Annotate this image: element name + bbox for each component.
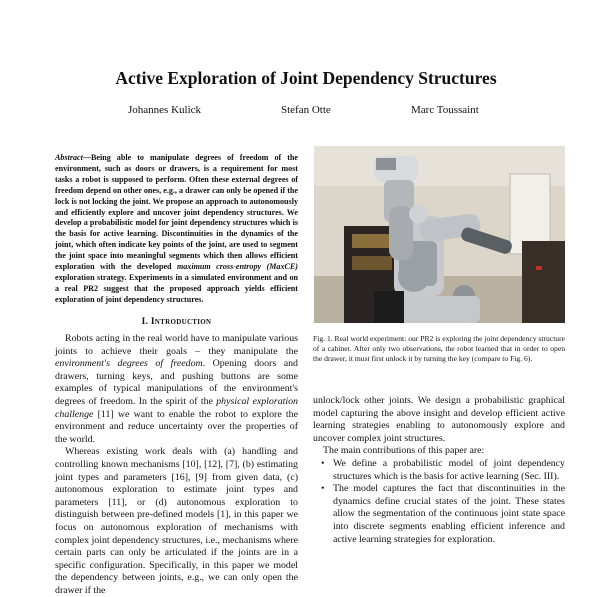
section-heading	[55, 317, 298, 327]
emphasis: physical exploration challenge	[55, 395, 298, 420]
abstract-text: Being able to manipulate degrees of freedom of the environment, such as doors or drawers, is a requirement for most tasks a robot is supposed to perform. Often these external degrees of freedom depend on other ones, e.g., a drawer can only be opened if the lock is not locking the joint. We propose an approach to autonomously and efficiently explore and uncover joint dependency structures. We develop a probabilistic model for joint dependency structures which is the basis for active learning. Discontinuities in the dynamics of the joint, which often indicate key points of the joint, are used to segment the joint space into meaningful segments which then allows efficient exploration with the developed	[55, 153, 298, 272]
list-item-text: We define a probabilistic model of joint dependency structures which is the basis for active learning (Sec. III).	[333, 457, 565, 482]
emphasis: environment's degrees of freedom	[55, 358, 203, 370]
abstract-text: exploration strategy. Experiments in a simulated environment and on a real PR2 suggest that the proposed approach yields efficient exploration of joint dependency structures.	[55, 272, 298, 304]
paragraph: The main contributions of this paper are:	[323, 445, 485, 457]
section-title: Introduction	[150, 317, 212, 327]
contributions-list	[313, 458, 565, 546]
abstract-term: maximum cross-entropy (MaxCE)	[176, 262, 298, 272]
author-name: Johannes Kulick	[128, 104, 202, 116]
bullet-icon: •	[321, 483, 325, 495]
section-number: I.	[141, 317, 149, 327]
introduction-body	[55, 333, 298, 597]
paragraph: unlock/lock other joints. We design a probabilistic graphical model capturing the above insight and develop efficient active learning strategies enabling to autonomously explore and uncover complex joint structures.	[313, 395, 565, 444]
text-run: [11] we want to enable the robot to explore the environment and reduce uncertainty over the properties of the world.	[55, 408, 298, 445]
author-name: Stefan Otte	[281, 104, 331, 116]
figure-caption: Fig. 1. Real world experiment: our PR2 is exploring the joint dependency structure of a cabinet. After only two observations, the robot learned that in order to open the drawer, it must first unlock it by turning the key (compare to Fig. 6).	[313, 334, 565, 364]
text-run: . Opening doors and drawers, turning keys, and pushing buttons are some examples of typical manipulations of the environment's degrees of freedom. In the spirit of the	[55, 358, 298, 407]
abstract-label: Abstract	[55, 153, 83, 162]
bullet-icon: •	[321, 457, 325, 469]
abstract	[55, 153, 298, 306]
text-run: Robots acting in the real world have to manipulate various joints to achieve their goals – they manipulate the	[55, 333, 298, 357]
column-2-body	[313, 395, 565, 546]
list-item	[313, 483, 565, 546]
paragraph: Whereas existing work deals with (a) handling and controlling known mechanisms [10], [12], [7], (b) estimating joint types and parameters [16], [9] from given data, (c) autonomous exploration to estimate joint types and parameters [11], or (d) autonomous exploration to distinguish between pre-defined models [1], in this paper we focus on autonomous exploration of mechanisms with complex joint dependency structures, i.e., mechanisms where certain parts can only be articulated if the joints are in a specific configuration. Specifically, in this paper we model the dependency between joints, e.g., we can only open the drawer if the	[55, 446, 298, 596]
abstract-dash: —	[82, 153, 91, 162]
robot-photo-illustration	[314, 146, 565, 323]
paragraph	[55, 333, 298, 446]
paper-title: Active Exploration of Joint Dependency Structures	[115, 68, 497, 88]
list-item-text: The model captures the fact that discontinuities in the dynamics define crucial states of the joint. These states allow the segmentation of the continuous joint state space into discrete segments enabling efficient inference and active learning strategies for exploration.	[333, 483, 565, 545]
list-item	[313, 458, 565, 483]
robot-photo	[314, 146, 565, 323]
author-name: Marc Toussaint	[411, 104, 479, 116]
